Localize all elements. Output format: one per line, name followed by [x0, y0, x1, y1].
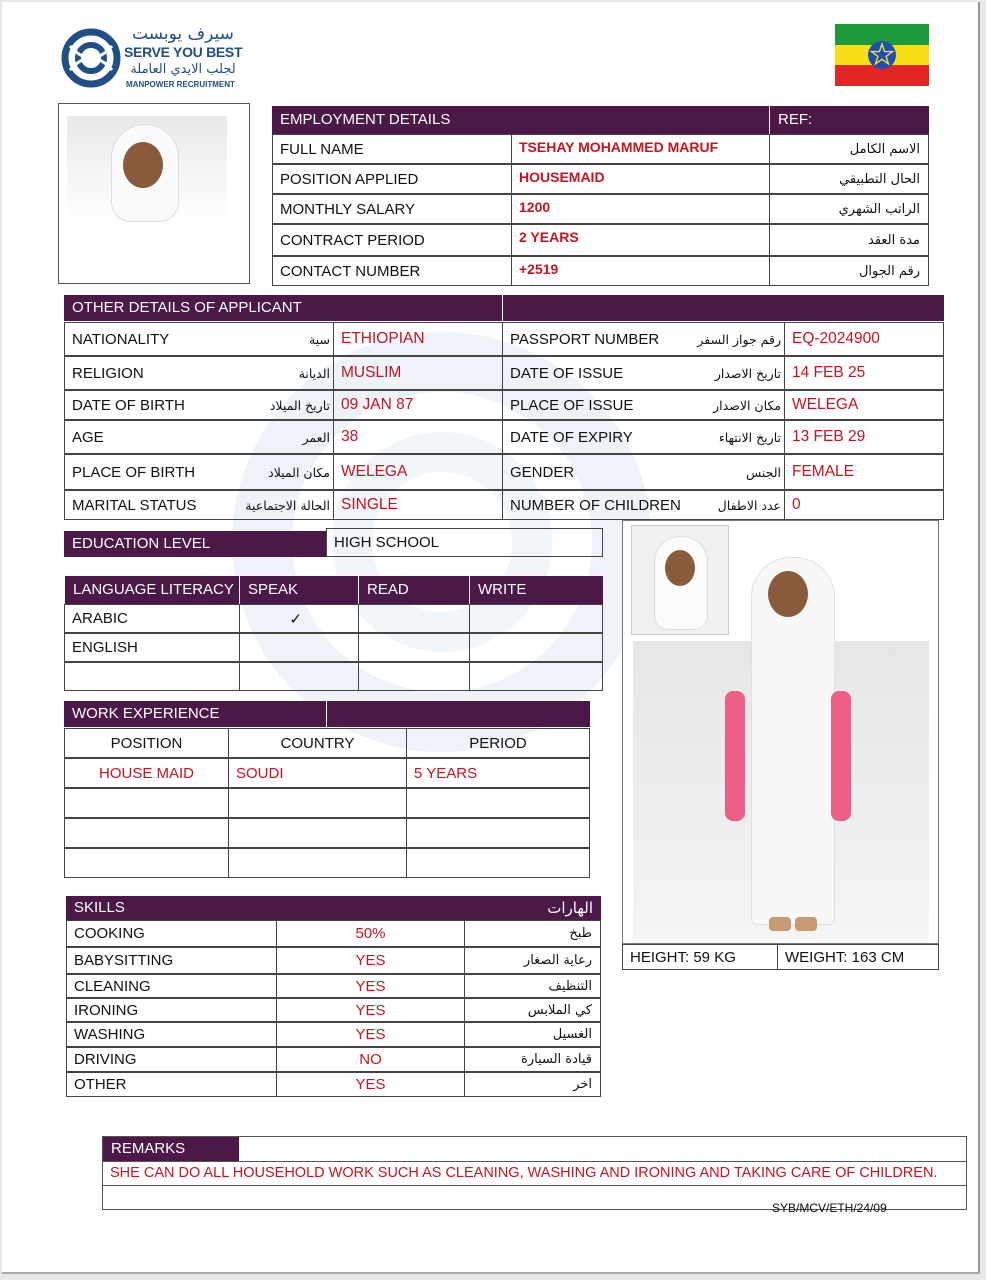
applicant-detail-label: GENDER — [502, 454, 785, 490]
applicant-detail-label-ar: العمر — [302, 429, 330, 445]
skill-name-ar: قيادة السيارة — [464, 1047, 601, 1072]
language-header: LANGUAGE LITERACY — [64, 576, 240, 604]
ethiopia-flag — [835, 24, 929, 86]
skill-value: YES — [276, 974, 465, 998]
company-tagline-ar: لجلب الايدي العاملة — [130, 62, 236, 77]
applicant-detail-value: 13 FEB 29 — [784, 420, 944, 454]
applicant-detail-value: 14 FEB 25 — [784, 356, 944, 390]
applicant-detail-value: 0 — [784, 490, 944, 520]
flag-star-emblem-icon — [867, 40, 897, 70]
language-speak — [239, 662, 359, 691]
work-position — [64, 848, 229, 878]
employment-value: TSEHAY MOHAMMED MARUF — [511, 134, 770, 164]
applicant-detail-label: DATE OF EXPIRY — [502, 420, 785, 454]
employment-label: CONTACT NUMBER — [272, 256, 512, 286]
employment-label-ar: الراتب الشهري — [769, 194, 929, 224]
education-label: EDUCATION LEVEL — [64, 531, 326, 557]
work-country — [228, 788, 407, 818]
work-column-header: PERIOD — [406, 728, 590, 758]
employment-header: EMPLOYMENT DETAILS — [272, 106, 769, 134]
applicant-detail-value: FEMALE — [784, 454, 944, 490]
remarks-divider-2 — [103, 1185, 966, 1186]
employment-value: HOUSEMAID — [511, 164, 770, 194]
employment-label-ar: رقم الجوال — [769, 256, 929, 286]
skill-name-ar: اخر — [464, 1072, 601, 1097]
employment-label-ar: الاسم الكامل — [769, 134, 929, 164]
work-experience-header-right — [326, 701, 590, 727]
language-write — [469, 633, 603, 662]
work-period — [406, 818, 590, 848]
skill-name-ar: كي الملابس — [464, 998, 601, 1022]
language-speak: ✓ — [239, 604, 359, 633]
work-experience-header: WORK EXPERIENCE — [64, 701, 326, 727]
applicant-detail-label: PLACE OF ISSUE — [502, 390, 785, 420]
applicant-detail-label-ar: تاريخ الميلاد — [269, 397, 330, 413]
language-read — [358, 604, 470, 633]
skill-value: 50% — [276, 920, 465, 947]
applicant-detail-value: WELEGA — [333, 454, 503, 490]
applicant-detail-label-ar: الجنس — [745, 464, 781, 480]
skills-header: SKILLS — [66, 896, 366, 920]
remarks-text: SHE CAN DO ALL HOUSEHOLD WORK SUCH AS CLEANING, WASHING AND IRONING AND TAKING CARE OF CHILDREN. — [110, 1165, 938, 1181]
figure-left-sleeve — [725, 691, 745, 821]
applicant-detail-label: AGE — [64, 420, 334, 454]
work-position — [64, 818, 229, 848]
skill-name: CLEANING — [66, 974, 277, 998]
applicant-detail-label-ar: رقم جواز السفر — [697, 331, 781, 347]
height-value: HEIGHT: 59 KG — [622, 944, 778, 970]
figure-right-sleeve — [831, 691, 851, 821]
applicant-detail-value: WELEGA — [784, 390, 944, 420]
employment-value: 1200 — [511, 194, 770, 224]
work-country — [228, 848, 407, 878]
work-country: SOUDI — [228, 758, 407, 788]
other-details-header: OTHER DETAILS OF APPLICANT — [64, 295, 502, 321]
applicant-detail-label: PASSPORT NUMBER — [502, 322, 785, 356]
work-column-header: POSITION — [64, 728, 229, 758]
applicant-detail-value: SINGLE — [333, 490, 503, 520]
language-read — [358, 633, 470, 662]
employment-label-ar: الحال التطبيقي — [769, 164, 929, 194]
inset-headshot — [631, 525, 729, 635]
employment-label: MONTHLY SALARY — [272, 194, 512, 224]
applicant-detail-value: EQ-2024900 — [784, 322, 944, 356]
applicant-detail-label-ar: الديانة — [298, 365, 330, 381]
applicant-detail-label: DATE OF BIRTH — [64, 390, 334, 420]
employment-label: POSITION APPLIED — [272, 164, 512, 194]
applicant-detail-label-ar: مكان الميلاد — [268, 464, 330, 480]
work-period — [406, 848, 590, 878]
skill-name-ar: الغسيل — [464, 1022, 601, 1047]
applicant-detail-label: NUMBER OF CHILDREN — [502, 490, 785, 520]
applicant-headshot-photo — [58, 103, 250, 284]
company-logo — [60, 24, 250, 94]
skill-name: WASHING — [66, 1022, 277, 1047]
skill-name-ar: التنظيف — [464, 974, 601, 998]
skill-name: OTHER — [66, 1072, 277, 1097]
applicant-detail-label-ar: الحالة الاجتماعية — [245, 497, 330, 513]
applicant-detail-value: MUSLIM — [333, 356, 503, 390]
education-value: HIGH SCHOOL — [326, 528, 603, 557]
applicant-detail-label-ar: تاريخ الانتهاء — [718, 429, 781, 445]
work-position — [64, 788, 229, 818]
language-read — [358, 662, 470, 691]
skill-name: DRIVING — [66, 1047, 277, 1072]
applicant-detail-value: ETHIOPIAN — [333, 322, 503, 356]
skills-header-ar: الهارات — [366, 896, 601, 920]
applicant-detail-label-ar: سية — [309, 331, 330, 347]
skill-name: IRONING — [66, 998, 277, 1022]
employment-value: +2519 — [511, 256, 770, 286]
skill-name-ar: رعاية الصغار — [464, 947, 601, 974]
work-column-header: COUNTRY — [228, 728, 407, 758]
skill-value: YES — [276, 1022, 465, 1047]
company-tagline-en: MANPOWER RECRUITMENT — [126, 80, 235, 89]
employment-label-ar: مدة العقد — [769, 224, 929, 256]
language-write — [469, 604, 603, 633]
company-name-en: SERVE YOU BEST — [124, 44, 243, 60]
work-period: 5 YEARS — [406, 758, 590, 788]
logo-knot-icon — [60, 26, 122, 90]
remarks-header: REMARKS — [103, 1137, 239, 1161]
language-header: SPEAK — [239, 576, 359, 604]
skill-value: YES — [276, 1072, 465, 1097]
applicant-detail-label: NATIONALITY — [64, 322, 334, 356]
cv-page — [2, 2, 980, 1274]
ref-label: REF: — [769, 106, 929, 134]
employment-label: CONTRACT PERIOD — [272, 224, 512, 256]
applicant-detail-label: RELIGION — [64, 356, 334, 390]
skill-value: NO — [276, 1047, 465, 1072]
employment-value: 2 YEARS — [511, 224, 770, 256]
language-write — [469, 662, 603, 691]
applicant-detail-value: 38 — [333, 420, 503, 454]
language-speak — [239, 633, 359, 662]
skill-name: BABYSITTING — [66, 947, 277, 974]
skill-name-ar: طبخ — [464, 920, 601, 947]
skill-name: COOKING — [66, 920, 277, 947]
applicant-detail-label: MARITAL STATUS — [64, 490, 334, 520]
applicant-detail-value: 09 JAN 87 — [333, 390, 503, 420]
employment-label: FULL NAME — [272, 134, 512, 164]
other-details-header-right — [502, 295, 944, 321]
weight-value: WEIGHT: 163 CM — [777, 944, 939, 970]
applicant-detail-label-ar: عدد الاطفال — [717, 497, 781, 513]
language-name — [64, 662, 240, 691]
work-period — [406, 788, 590, 818]
language-name: ARABIC — [64, 604, 240, 633]
applicant-detail-label-ar: مكان الاصدار — [713, 397, 781, 413]
work-position: HOUSE MAID — [64, 758, 229, 788]
work-country — [228, 818, 407, 848]
applicant-detail-label: DATE OF ISSUE — [502, 356, 785, 390]
language-name: ENGLISH — [64, 633, 240, 662]
skill-value: YES — [276, 998, 465, 1022]
language-header: READ — [358, 576, 470, 604]
footer-code: SYB/MCV/ETH/24/09 — [772, 1201, 887, 1215]
language-header: WRITE — [469, 576, 603, 604]
remarks-divider — [103, 1161, 966, 1162]
applicant-detail-label: PLACE OF BIRTH — [64, 454, 334, 490]
skill-value: YES — [276, 947, 465, 974]
applicant-detail-label-ar: تاريخ الاصدار — [714, 365, 781, 381]
company-name-ar: سيرف يوبست — [132, 24, 234, 44]
applicant-fullbody-photo — [622, 520, 939, 944]
